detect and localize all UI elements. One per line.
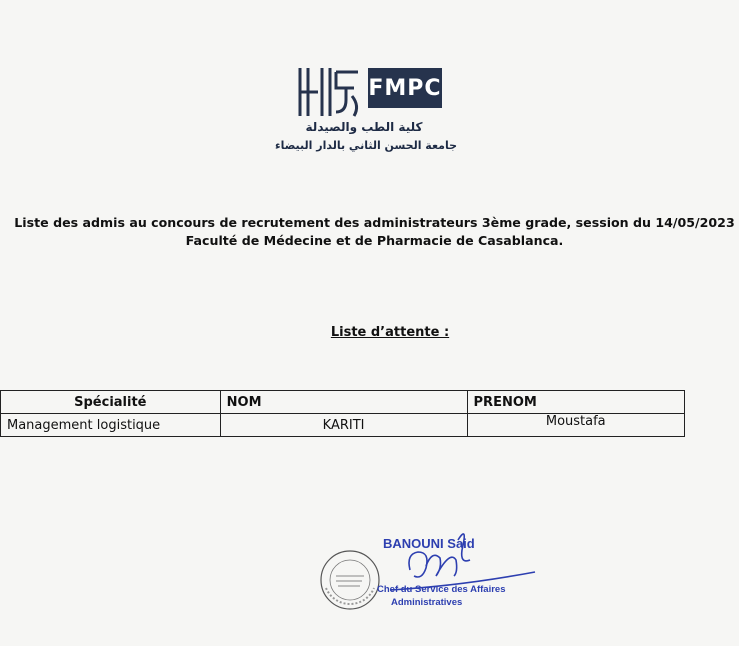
cell-specialite: Management logistique [1,414,221,437]
results-table [0,390,685,437]
column-header-nom: NOM [220,391,467,414]
faculty-emblem-icon [296,66,364,118]
cell-nom: KARITI [220,414,467,437]
cell-prenom: Moustafa [467,414,684,437]
column-header-prenom: PRENOM [467,391,684,414]
document-subtitle: Faculté de Médecine et de Pharmacie de Casablanca. [185,233,564,248]
signatory-role-line2: Administratives [391,597,463,608]
logo-arabic-university: جامعة الحسن الثاني بالدار البيضاء [274,139,458,152]
table-header-row [1,391,685,414]
waiting-list-heading: Liste d’attente : [330,325,450,340]
fmpc-logo-text: FMPC [368,68,442,108]
signatory-name: BANOUNI Said [383,536,475,551]
column-header-specialite: Spécialité [1,391,221,414]
logo-arabic-faculty: كلية الطب والصيدلة [305,120,423,134]
table-row [1,414,685,437]
fmpc-logo [274,60,458,160]
signatory-role-line1: Chef du Service des Affaires [377,584,506,595]
document-title: Liste des admis au concours de recrutement des administrateurs 3ème grade, session du 14/05/2023 [14,215,735,230]
